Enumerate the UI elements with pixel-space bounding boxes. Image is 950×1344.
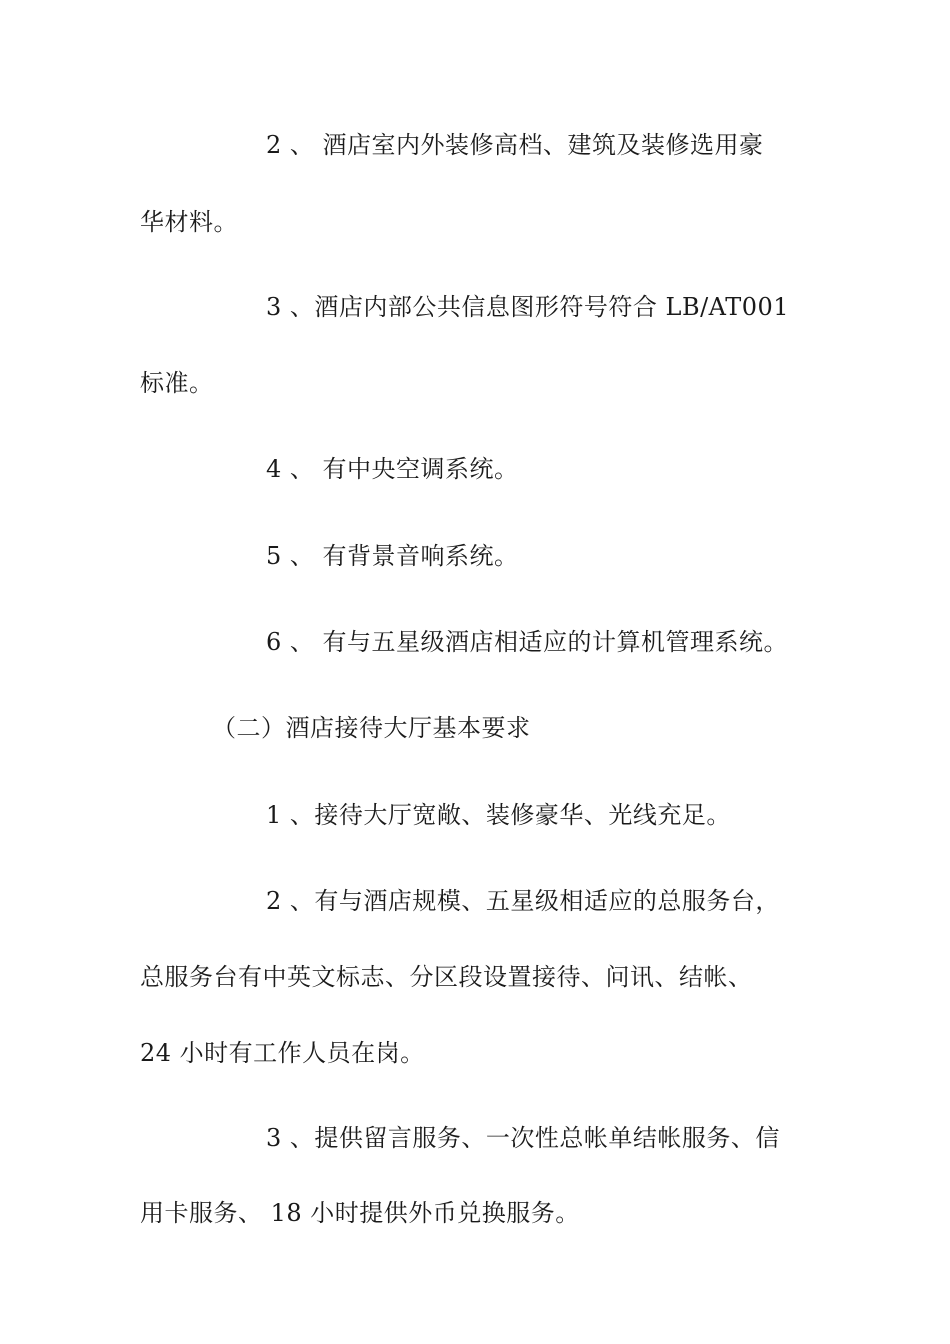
lobby-item-3-line-2: 用卡服务、 18 小时提供外币兑换服务。	[140, 1199, 580, 1227]
item-3-line-1: 3 、酒店内部公共信息图形符号符合 LB/AT001	[266, 293, 790, 321]
item-3-line-2: 标准。	[140, 369, 214, 397]
item-4-line: 4 、 有中央空调系统。	[266, 455, 519, 483]
item-6-line: 6 、 有与五星级酒店相适应的计算机管理系统。	[266, 628, 789, 656]
item-2-line-1: 2 、 酒店室内外装修高档、建筑及装修选用豪	[266, 131, 764, 159]
section-heading: （二）酒店接待大厅基本要求	[212, 714, 531, 742]
lobby-item-2-line-1: 2 、有与酒店规模、五星级相适应的总服务台，	[266, 887, 780, 915]
lobby-item-2-line-2: 总服务台有中英文标志、分区段设置接待、问讯、结帐、	[140, 963, 753, 991]
lobby-item-1-line: 1 、接待大厅宽敞、装修豪华、光线充足。	[266, 801, 731, 829]
item-5-line: 5 、 有背景音响系统。	[266, 542, 519, 570]
item-2-line-2: 华材料。	[140, 208, 238, 236]
lobby-item-2-line-3: 24 小时有工作人员在岗。	[140, 1039, 425, 1067]
lobby-item-3-line-1: 3 、提供留言服务、一次性总帐单结帐服务、信	[266, 1124, 780, 1152]
